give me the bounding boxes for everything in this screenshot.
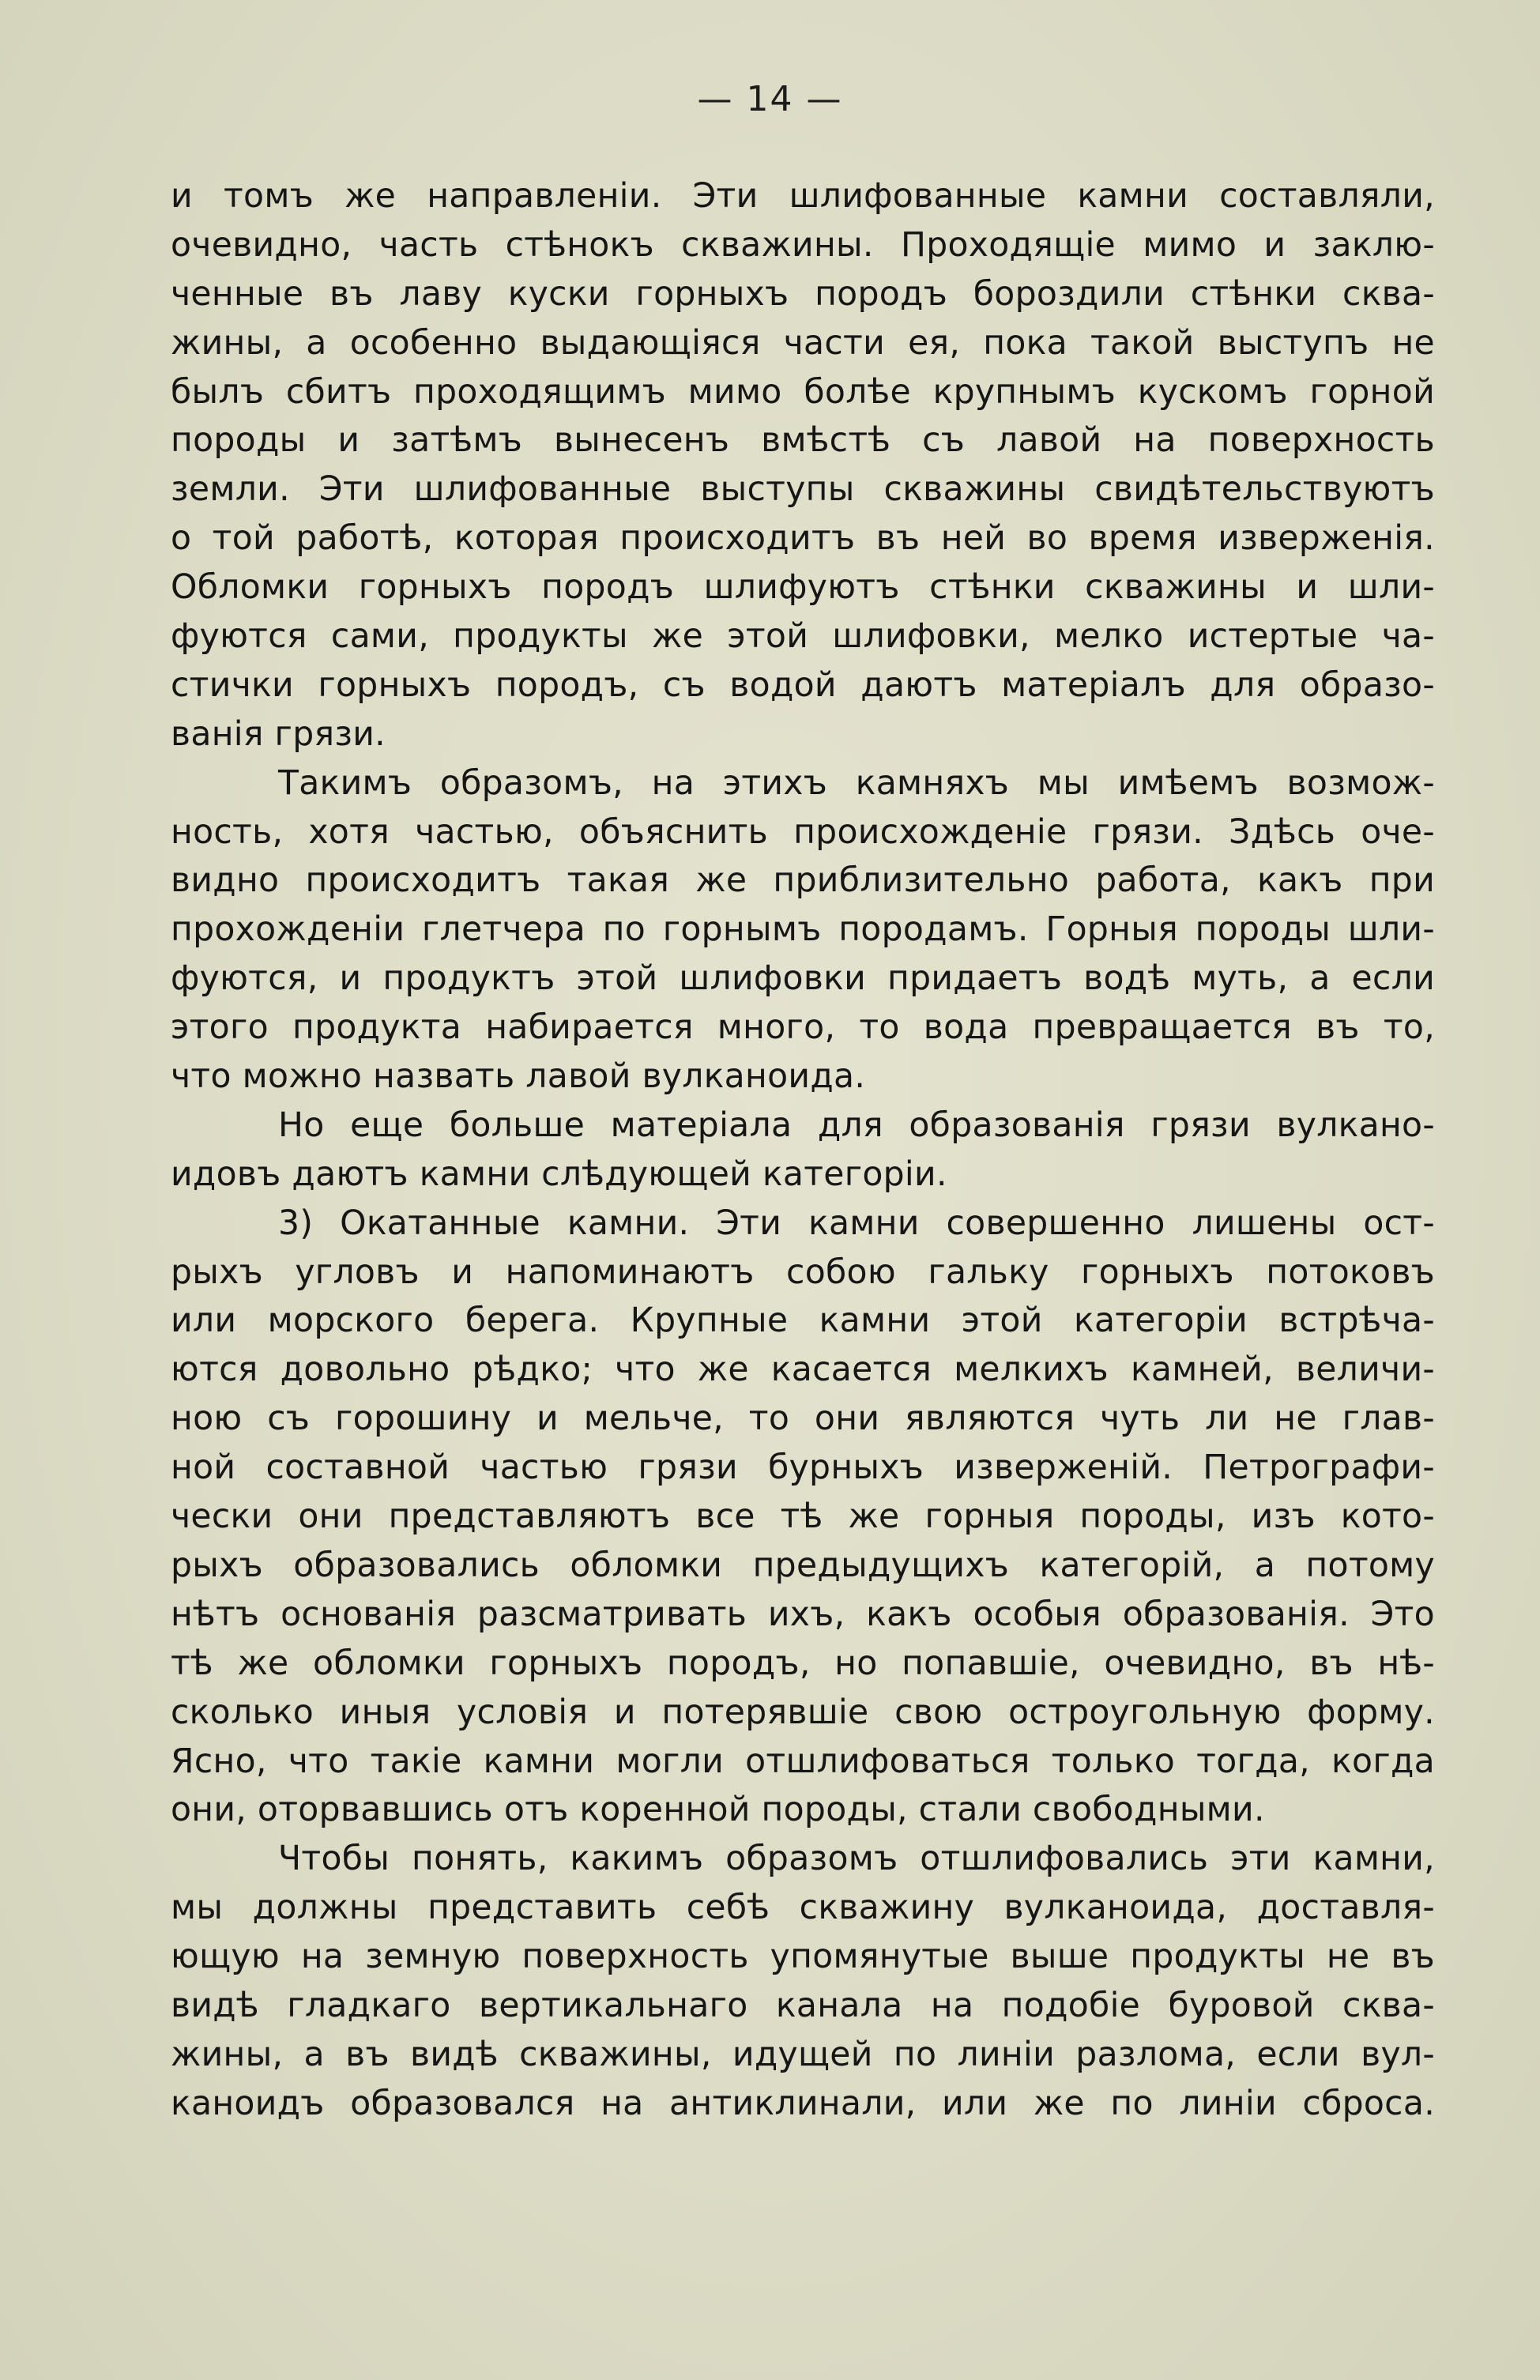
text-line: ной составной частью грязи бурныхъ изверженій. Петрографи- [171,1448,1435,1488]
text-line: прохожденіи глетчера по горнымъ породамъ. Горныя породы шли- [171,910,1435,950]
text-line: очевидно, часть стѣнокъ скважины. Проходящіе мимо и заклю- [171,225,1435,265]
text-line: фуются, и продуктъ этой шлифовки придаетъ водѣ муть, а если [171,959,1435,999]
page-number: — 14 — [697,79,843,119]
text-line: ются довольно рѣдко; что же касается мелкихъ камней, величи- [171,1350,1435,1390]
text-line: видѣ гладкаго вертикальнаго канала на подобіе буровой сква- [171,1986,1435,2025]
text-line: ющую на земную поверхность упомянутые выше продукты не въ [171,1938,1435,1977]
text-line: о той работѣ, которая происходитъ въ ней во время изверженія. [171,519,1435,559]
body-text [171,172,1435,2129]
text-line: мы должны представить себѣ скважину вулканоида, доставля- [171,1889,1435,1928]
text-line: ченные въ лаву куски горныхъ породъ бороздили стѣнки сква- [171,274,1435,314]
text-line: былъ сбитъ проходящимъ мимо болѣе крупнымъ кускомъ горной [171,372,1435,412]
text-line: чески они представляютъ все тѣ же горныя породы, изъ кото- [171,1497,1435,1537]
text-line: Ясно, что такіе камни могли отшлифоваться только тогда, когда [171,1742,1435,1781]
text-line: рыхъ угловъ и напоминаютъ собою гальку горныхъ потоковъ [171,1252,1435,1292]
text-line: стички горныхъ породъ, съ водой даютъ матеріалъ для образо- [171,665,1435,705]
text-line: тѣ же обломки горныхъ породъ, но попавшіе, очевидно, въ нѣ- [171,1644,1435,1683]
text-line: ность, хотя частью, объяснить происхожденіе грязи. Здѣсь оче- [171,812,1435,852]
text-line: рыхъ образовались обломки предыдущихъ категорій, а потому [171,1546,1435,1585]
text-line: каноидъ образовался на антиклинали, или же по линіи сброса. [171,2084,1435,2123]
text-line: видно происходитъ такая же приблизительно работа, какъ при [171,861,1435,901]
text-line: Такимъ образомъ, на этихъ камняхъ мы имѣемъ возмож- [278,763,1435,803]
text-line: 3) Окатанные камни. Эти камни совершенно лишены ост- [278,1203,1435,1243]
text-line: жины, а въ видѣ скважины, идущей по линіи разлома, если вул- [171,2035,1435,2074]
text-line: земли. Эти шлифованные выступы скважины свидѣтельствуютъ [171,470,1435,510]
text-line: Обломки горныхъ породъ шлифуютъ стѣнки скважины и шли- [171,568,1435,608]
text-line: они, оторвавшись отъ коренной породы, стали свободными. [171,1791,1265,1830]
text-line: ною съ горошину и мельче, то они являются чуть ли не глав- [171,1399,1435,1439]
text-line: жины, а особенно выдающіяся части ея, пока такой выступъ не [171,323,1435,363]
text-line: фуются сами, продукты же этой шлифовки, мелко истертые ча- [171,617,1435,657]
text-line: нѣтъ основанія разсматривать ихъ, какъ особыя образованія. Это [171,1595,1435,1634]
text-line: что можно назвать лавой вулканоида. [171,1057,866,1097]
text-line: Но еще больше матеріала для образованія грязи вулкано- [278,1105,1435,1145]
text-line: Чтобы понять, какимъ образомъ отшлифовались эти камни, [278,1840,1435,1879]
text-line: идовъ даютъ камни слѣдующей категоріи. [171,1154,947,1194]
text-line: и томъ же направленіи. Эти шлифованные камни составляли, [171,177,1435,216]
text-line: или морского берега. Крупные камни этой категоріи встрѣча- [171,1301,1435,1341]
text-line: ванія грязи. [171,714,386,754]
text-line: этого продукта набирается много, то вода превращается въ то, [171,1008,1435,1048]
text-line: сколько иныя условія и потерявшіе свою остроугольную форму. [171,1693,1435,1732]
text-line: породы и затѣмъ вынесенъ вмѣстѣ съ лавой на поверхность [171,421,1435,461]
